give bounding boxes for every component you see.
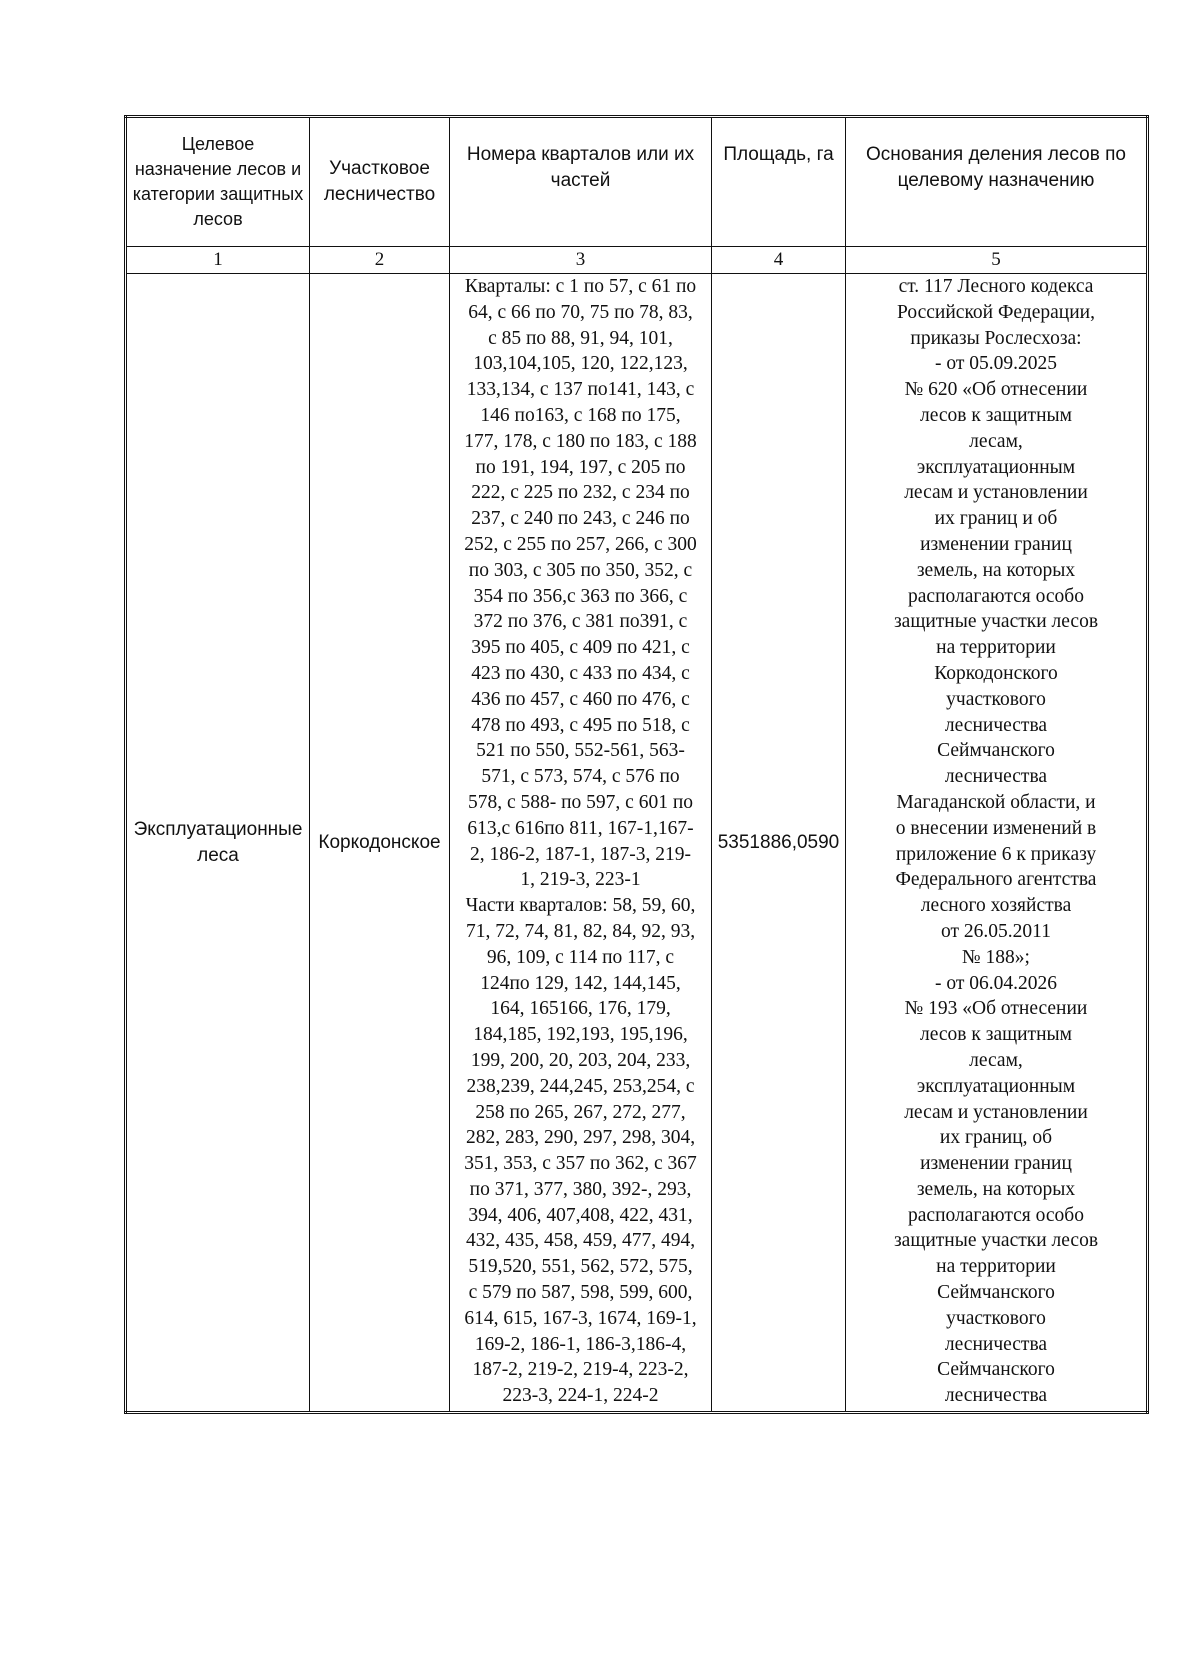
basis-line: располагаются особо [908,585,1084,607]
basis-line: приложение 6 к приказу [895,843,1097,865]
basis-line: лесничества [944,1385,1048,1407]
basis-line: лесничества [944,766,1048,788]
basis-line: Сеймчанского [937,740,1055,762]
quarters-line: 614, 615, 167-3, 1674, 169-1, [464,1307,697,1329]
purpose-cell: Эксплуатационные леса [126,274,310,1413]
basis-line: лесного хозяйства [920,895,1072,917]
quarters-line: 613,с 616по 811, 167-1,167- [467,817,694,839]
quarters-line: 354 по 356,с 363 по 366, с [473,585,688,607]
quarters-line: 2, 186-2, 187-1, 187-3, 219- [470,843,691,865]
basis-line: лесничества [944,714,1048,736]
quarters-line: с 579 по 587, 598, 599, 600, [468,1282,693,1304]
quarters-line: Кварталы: с 1 по 57, с 61 по [464,276,697,297]
quarters-line: 432, 435, 458, 459, 477, 494, [465,1230,696,1252]
quarters-line: 519,520, 551, 562, 572, 575, [468,1256,693,1278]
basis-line: изменении границ [920,1153,1072,1175]
basis-line: о внесении изменений в [895,817,1097,839]
header-area: Площадь, га [712,117,846,247]
basis-line: защитные участки лесов [893,611,1099,633]
quarters-line: 71, 72, 74, 81, 82, 84, 92, 93, [465,920,696,942]
quarters-line: 124по 129, 142, 144,145, [480,972,681,994]
basis-line: лесничества [944,1333,1048,1355]
basis-line: располагаются особо [908,1204,1084,1226]
basis-line: земель, на которых [916,1178,1076,1200]
quarters-line: 146 по163, с 168 по 175, [480,404,681,426]
quarters-line: 184,185, 192,193, 195,196, [473,1024,688,1046]
quarters-line: 521 по 550, 552-561, 563- [476,740,685,762]
basis-line: от 26.05.2011 [941,920,1051,942]
forest-purpose-table [124,115,1149,1414]
basis-line: защитные участки лесов [893,1230,1099,1252]
quarters-line: 578, с 588- по 597, с 601 по [467,791,694,813]
column-number: 3 [450,247,712,274]
basis-line: ст. 117 Лесного кодекса [898,276,1094,297]
quarters-cell [450,274,712,1413]
header-row [126,117,1148,247]
quarters-line: 478 по 493, с 495 по 518, с [471,714,690,736]
quarters-line: 199, 200, 20, 203, 204, 233, [470,1049,691,1071]
basis-line: лесам и установлении [904,1101,1088,1123]
quarters-line: 372 по 376, с 381 по391, с [473,611,688,633]
basis-line: Магаданской области, и [896,791,1096,813]
quarters-line: 169-2, 186-1, 186-3,186-4, [474,1333,687,1355]
column-number: 4 [712,247,846,274]
basis-line: Сеймчанского [937,1359,1055,1381]
forestry-cell: Коркодонское [310,274,450,1413]
quarters-line: 351, 353, с 357 по 362, с 367 [464,1153,697,1175]
quarters-line: 96, 109, с 114 по 117, с [486,946,675,968]
column-number: 1 [126,247,310,274]
header-forestry: Участковое лесничество [310,117,450,247]
basis-line: участкового [946,688,1046,710]
column-number: 2 [310,247,450,274]
quarters-line: 237, с 240 по 243, с 246 по [471,508,690,530]
basis-cell [846,274,1148,1413]
quarters-line: 394, 406, 407,408, 422, 431, [468,1204,693,1226]
area-cell: 5351886,0590 [712,274,846,1413]
basis-line: Российской Федерации, [897,301,1095,323]
quarters-line: 252, с 255 по 257, 266, с 300 [464,533,697,555]
column-number-row [126,247,1148,274]
basis-line: их границ и об [934,508,1058,530]
basis-line: № 620 «Об отнесении [904,379,1088,401]
quarters-line: 571, с 573, 574, с 576 по [481,766,680,788]
header-quarters: Номера кварталов или их частей [450,117,712,247]
quarters-line: 258 по 265, 267, 272, 277, [475,1101,686,1123]
header-basis: Основания деления лесов по целевому назначению [846,117,1148,247]
quarters-line: 436 по 457, с 460 по 476, с [471,688,690,710]
quarters-line: с 85 по 88, 91, 94, 101, [488,327,673,349]
quarters-line: 282, 283, 290, 297, 298, 304, [465,1127,696,1149]
quarters-line: 1, 219-3, 223-1 [520,869,641,891]
basis-line: лесов к защитным [920,1024,1072,1046]
header-purpose: Целевое назначение лесов и категории защитных лесов [126,117,310,247]
quarters-line: 238,239, 244,245, 253,254, с [466,1075,695,1097]
basis-line: лесов к защитным [920,404,1072,426]
quarters-line: Части кварталов: 58, 59, 60, [465,895,696,917]
quarters-line: 64, с 66 по 70, 75 по 78, 83, [468,301,693,323]
column-number: 5 [846,247,1148,274]
quarters-line: 395 по 405, с 409 по 421, с [471,637,690,659]
basis-line: участкового [946,1307,1046,1329]
basis-line: изменении границ [920,533,1072,555]
quarters-line: 103,104,105, 120, 122,123, [473,353,688,375]
basis-line: Сеймчанского [937,1282,1055,1304]
quarters-line: 177, 178, с 180 по 183, с 188 [464,430,697,452]
basis-line: приказы Рослесхоза: [910,327,1082,349]
quarters-line: 223-3, 224-1, 224-2 [502,1385,659,1407]
quarters-line: по 303, с 305 по 350, 352, с [468,559,693,581]
basis-line: - от 05.09.2025 [934,353,1057,375]
basis-line: лесам, [969,430,1023,452]
basis-line: их границ, об [939,1127,1053,1149]
quarters-line: по 191, 194, 197, с 205 по [475,456,686,478]
basis-line: на территории [936,637,1056,659]
basis-line: на территории [936,1256,1056,1278]
quarters-line: 187-2, 219-2, 219-4, 223-2, [472,1359,689,1381]
quarters-line: 164, 165166, 176, 179, [490,998,671,1020]
basis-line: эксплуатационным [916,456,1076,478]
basis-line: эксплуатационным [916,1075,1076,1097]
quarters-line: по 371, 377, 380, 392-, 293, [469,1178,692,1200]
basis-line: Федерального агентства [895,869,1097,891]
basis-line: Коркодонского [934,662,1058,684]
quarters-line: 222, с 225 по 232, с 234 по [471,482,690,504]
basis-line: земель, на которых [916,559,1076,581]
table-row [126,274,1148,1413]
basis-line: - от 06.04.2026 [934,972,1057,994]
basis-line: № 188»; [962,946,1030,968]
quarters-line: 423 по 430, с 433 по 434, с [471,662,690,684]
basis-line: лесам, [969,1049,1023,1071]
quarters-line: 133,134, с 137 по141, 143, с [466,379,695,401]
basis-line: лесам и установлении [904,482,1088,504]
basis-line: № 193 «Об отнесении [904,998,1088,1020]
